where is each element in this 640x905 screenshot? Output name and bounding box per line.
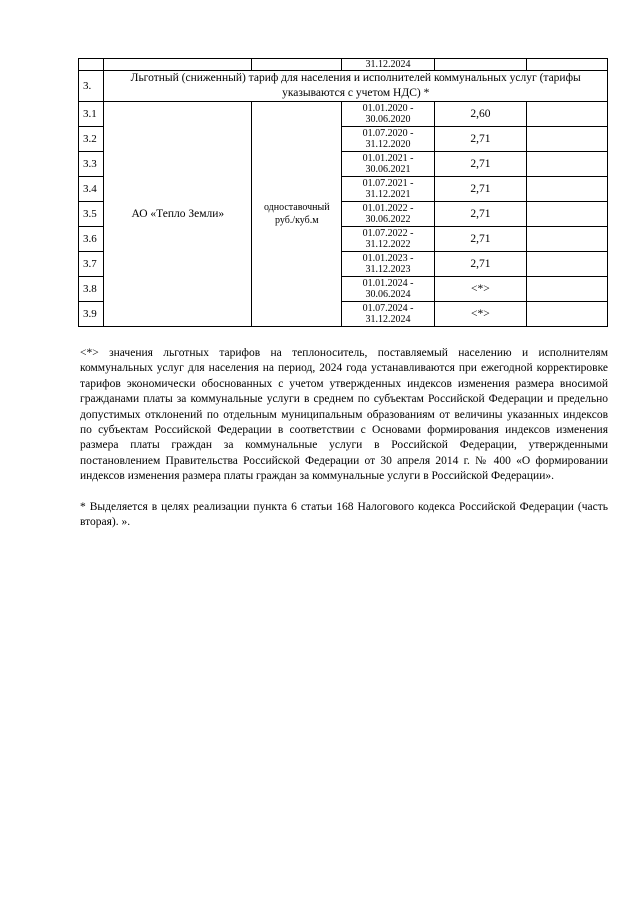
tariff-unit: одноставочный руб./куб.м	[252, 102, 342, 327]
row-number: 3.3	[79, 152, 104, 177]
row-period: 01.01.2023 - 31.12.2023	[342, 252, 434, 277]
row-period: 01.01.2024 - 30.06.2024	[342, 277, 434, 302]
row-number: 3.9	[79, 302, 104, 327]
cell-empty	[527, 152, 608, 177]
footnotes	[80, 346, 608, 530]
cell-empty	[527, 252, 608, 277]
row-period: 01.07.2024 - 31.12.2024	[342, 302, 434, 327]
cell-empty	[79, 59, 104, 71]
row-tariff-value: 2,71	[434, 127, 526, 152]
section-header-row	[79, 71, 608, 102]
row-period: 01.07.2020 - 31.12.2020	[342, 127, 434, 152]
row-tariff-value: 2,71	[434, 252, 526, 277]
row-tariff-value: <*>	[434, 302, 526, 327]
row-period: 01.01.2020 - 30.06.2020	[342, 102, 434, 127]
row-period: 01.01.2022 - 30.06.2022	[342, 202, 434, 227]
row-number: 3.1	[79, 102, 104, 127]
cell-empty	[527, 202, 608, 227]
cell-empty	[252, 59, 342, 71]
section-title: Льготный (сниженный) тариф для населения и исполнителей коммунальных услуг (тарифы указываются с учетом НДС) *	[104, 71, 608, 102]
row-number: 3.4	[79, 177, 104, 202]
cell-empty	[527, 59, 608, 71]
footnote-vat: * Выделяется в целях реализации пункта 6 статьи 168 Налогового кодекса Российской Федерации (часть вторая). ».	[80, 500, 608, 529]
cell-empty	[434, 59, 526, 71]
tariff-table	[78, 58, 608, 327]
row-number: 3.2	[79, 127, 104, 152]
cell-empty	[527, 227, 608, 252]
row-tariff-value: <*>	[434, 277, 526, 302]
cell-empty	[527, 302, 608, 327]
cell-period: 31.12.2024	[342, 59, 434, 71]
row-tariff-value: 2,60	[434, 102, 526, 127]
row-period: 01.07.2021 - 31.12.2021	[342, 177, 434, 202]
row-tariff-value: 2,71	[434, 202, 526, 227]
document-page	[78, 58, 608, 327]
cell-empty	[527, 277, 608, 302]
organization-name: АО «Тепло Земли»	[104, 102, 252, 327]
row-tariff-value: 2,71	[434, 177, 526, 202]
row-number: 3.7	[79, 252, 104, 277]
row-period: 01.07.2022 - 31.12.2022	[342, 227, 434, 252]
cell-empty	[527, 127, 608, 152]
cell-empty	[104, 59, 252, 71]
row-number: 3.8	[79, 277, 104, 302]
cell-empty	[527, 177, 608, 202]
section-number: 3.	[79, 71, 104, 102]
row-number: 3.5	[79, 202, 104, 227]
cell-empty	[527, 102, 608, 127]
footnote-tariff-values: <*> значения льготных тарифов на теплоноситель, поставляемый населению и исполнителям коммунальных услуг для населения на период, 2024 года устанавливаются при ежегодной корректировке тарифов экономически обоснованных с учетом утвержденных индексов изменения размера вносимой гражданами платы за коммунальные услуги в среднем по субъектам Российской Федерации и предельно допустимых отклонений по отдельным муниципальным образованиям от величины указанных индексов по субъектам Российской Федерации в соответствии с Основами формирования индексов изменения размера платы граждан за коммунальные услуги в Российской Федерации, утвержденными постановлением Правительства Российской Федерации от 30 апреля 2014 г. № 400 «О формировании индексов изменения размера платы граждан за коммунальные услуги в Российской Федерации».	[80, 347, 608, 483]
table-row-continuation	[79, 59, 608, 71]
row-tariff-value: 2,71	[434, 227, 526, 252]
row-period: 01.01.2021 - 30.06.2021	[342, 152, 434, 177]
row-tariff-value: 2,71	[434, 152, 526, 177]
row-number: 3.6	[79, 227, 104, 252]
table-row	[79, 102, 608, 127]
